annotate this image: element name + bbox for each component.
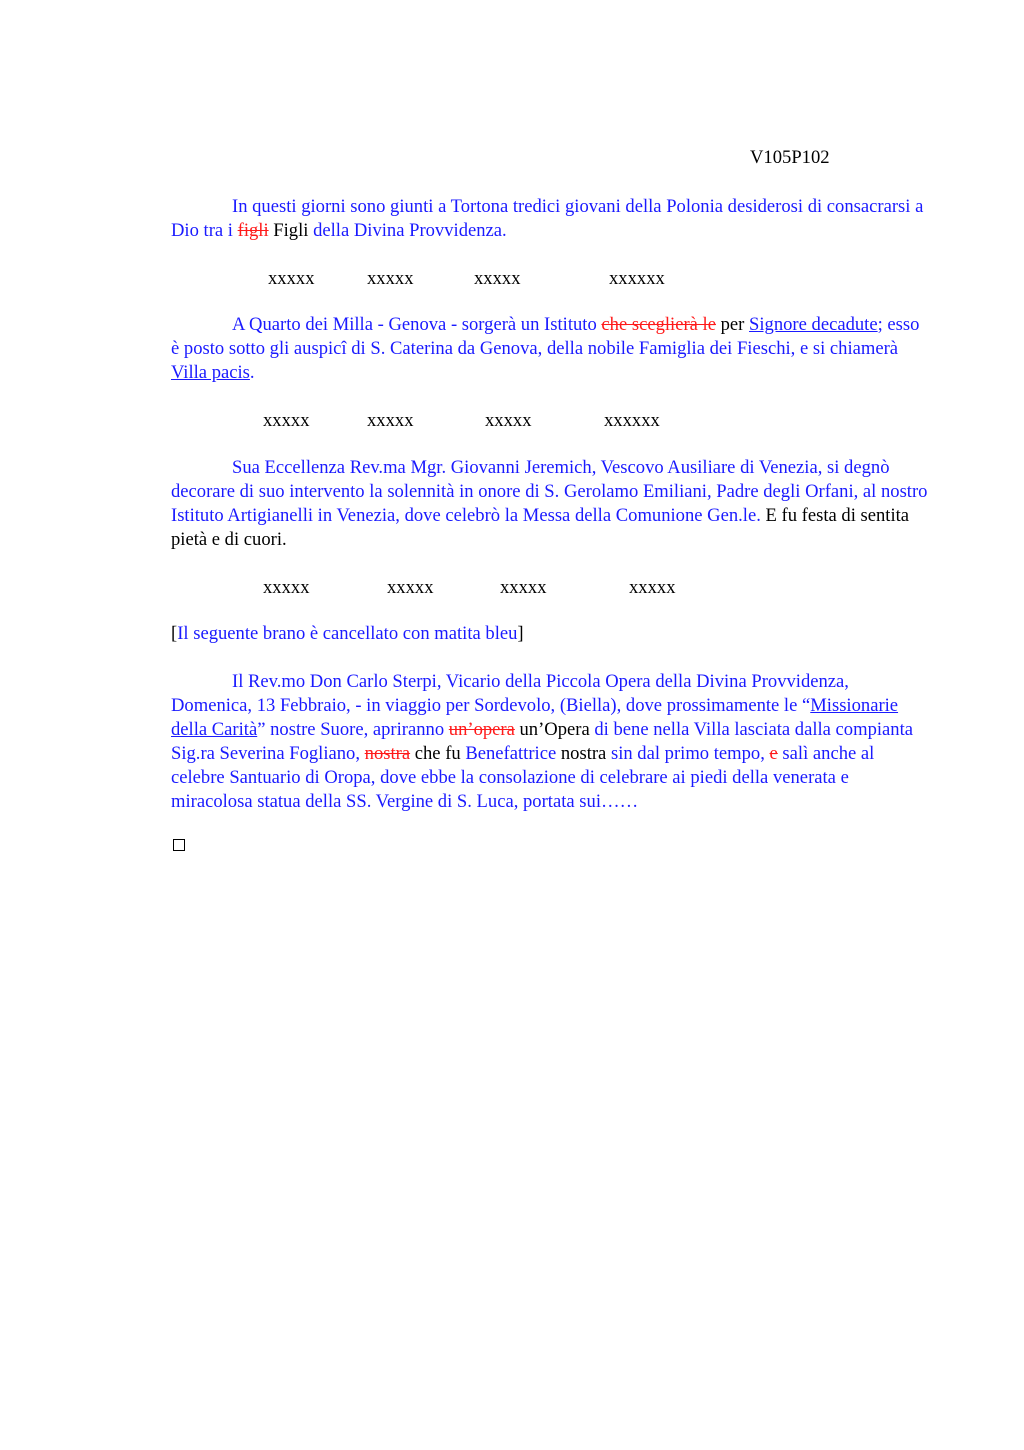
underlined-phrase: Villa pacis [171, 362, 250, 383]
separator-2-item-4: xxxxxx [604, 410, 660, 431]
inserted-word: che fu [410, 743, 461, 764]
text-segment-black: E fu festa di sentita pietà e di cuori. [171, 505, 910, 550]
separator-2-item-1: xxxxx [263, 410, 310, 431]
text-segment: della Divina Provvidenza. [308, 220, 507, 241]
note-text: Il seguente brano è cancellato con matita bleu [177, 623, 518, 644]
separator-2-item-3: xxxxx [485, 410, 532, 431]
separator-1-item-3: xxxxx [474, 268, 521, 289]
inserted-word: Figli [273, 220, 309, 241]
separator-3-item-2: xxxxx [387, 577, 434, 598]
bracket-close: ] [517, 623, 524, 644]
deleted-phrase: che sceglierà le [601, 314, 716, 335]
separator-3-item-3: xxxxx [500, 577, 547, 598]
page-identifier: V105P102 [750, 147, 830, 168]
deleted-word: un’opera [448, 719, 515, 740]
separator-2-item-2: xxxxx [367, 410, 414, 431]
text-segment: sin dal primo tempo, [606, 743, 770, 764]
separator-1-item-2: xxxxx [367, 268, 414, 289]
separator-1-item-1: xxxxx [268, 268, 315, 289]
underlined-phrase: Missionarie della Carità [171, 695, 899, 740]
inserted-word: un’Opera [514, 719, 590, 740]
text-segment: In questi giorni sono giunti a Tortona tredici giovani della Polonia desiderosi di consacrarsi a Dio tra i [171, 196, 924, 241]
text-segment: ” nostre Suore, apriranno [257, 719, 449, 740]
separator-3-item-1: xxxxx [263, 577, 310, 598]
text-segment: di bene nella Villa lasciata dalla compianta Sig.ra Severina Fogliano, [171, 719, 914, 764]
deleted-word: figli [237, 220, 269, 241]
text-segment: A Quarto dei Milla - Genova - sorgerà un Istituto [232, 314, 602, 335]
separator-1-item-4: xxxxxx [609, 268, 665, 289]
inserted-word: nostra [560, 743, 607, 764]
paragraph-don-sterpi [171, 670, 931, 814]
text-segment: Benefattrice [460, 743, 561, 764]
underlined-phrase: Signore decadute [749, 314, 878, 335]
paragraph-villa-pacis [171, 313, 931, 385]
paragraph-polish-youths [171, 195, 931, 243]
separator-3-item-4: xxxxx [629, 577, 676, 598]
text-segment: ; esso è posto sotto gli auspicî di S. Caterina da Genova, della nobile Famiglia dei Fieschi, e si chiamerà [171, 314, 920, 359]
text-segment: salì anche al celebre Santuario di Oropa, dove ebbe la consolazione di celebrare ai piedi della venerata e miracolosa statua della SS. Vergine di S. Luca, portata sui…… [171, 743, 875, 812]
checkbox-square-icon [173, 839, 185, 851]
editorial-note [171, 622, 931, 646]
bracket-open: [ [171, 623, 178, 644]
text-segment: Il Rev.mo Don Carlo Sterpi, Vicario della Piccola Opera della Divina Provvidenza, Domenica, 13 Febbraio, - in viaggio per Sordevolo, (Biella), dove prossimamente le “ [171, 671, 849, 716]
inserted-word: per [715, 314, 750, 335]
deleted-word: e [769, 743, 778, 764]
paragraph-venice-bishop [171, 456, 931, 552]
text-segment: Sua Eccellenza Rev.ma Mgr. Giovanni Jeremich, Vescovo Ausiliare di Venezia, si degnò decorare di suo intervento la solennità in onore di S. Gerolamo Emiliani, Padre degli Orfani, al nostro Istituto Artigianelli in Venezia, dove celebrò la Messa della Comunione Gen.le. [171, 457, 928, 526]
deleted-word: nostra [364, 743, 411, 764]
text-segment: . [249, 362, 255, 383]
